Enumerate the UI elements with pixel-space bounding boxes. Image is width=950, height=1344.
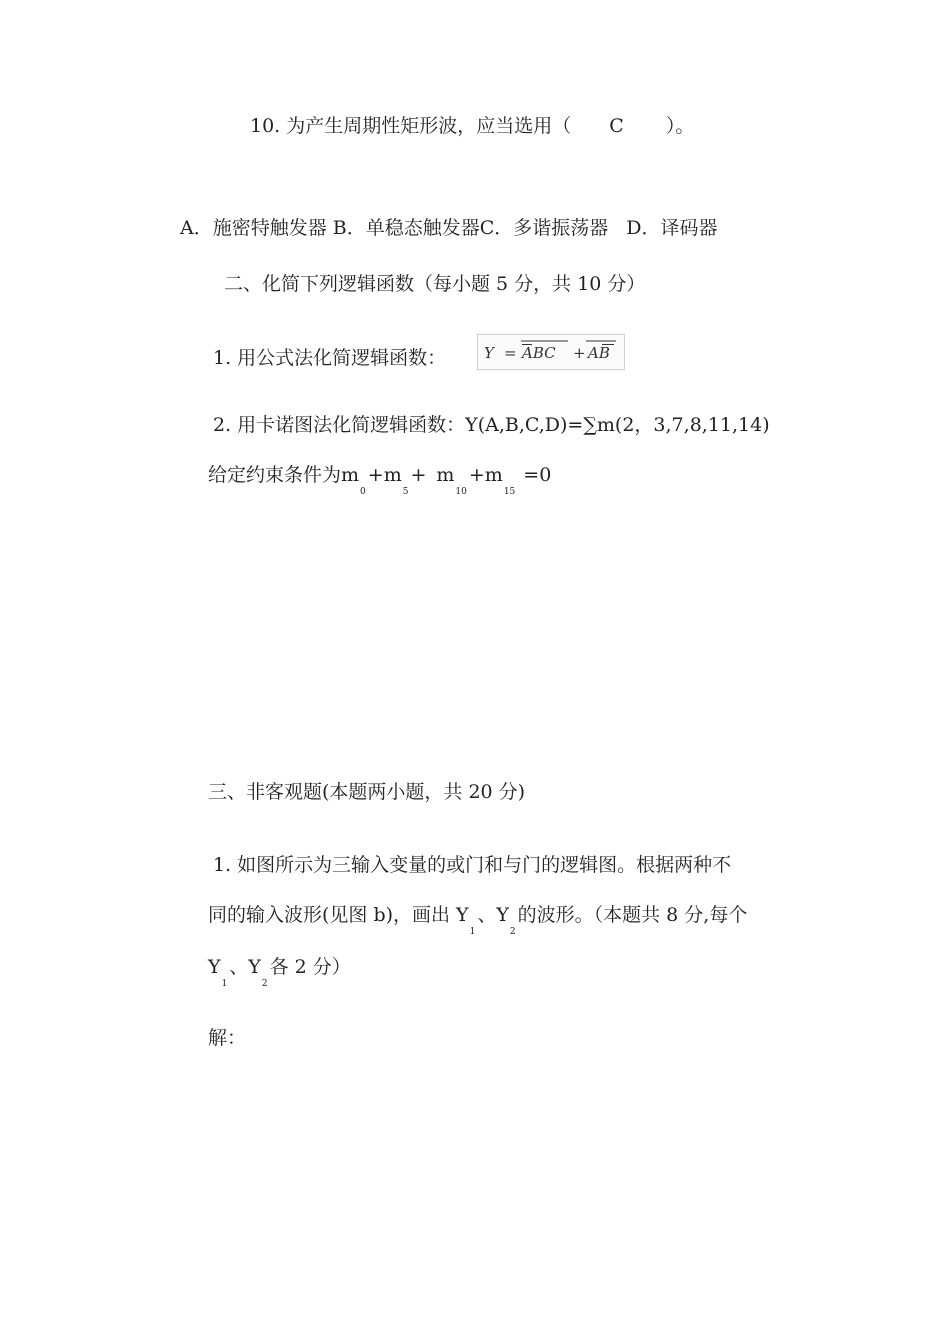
line-2-text-b: 的波形。（本题共 8 分,每个	[517, 904, 748, 926]
y2-sub: 2	[509, 927, 516, 937]
constraint-prefix: 给定约束条件为	[208, 464, 342, 486]
section-3-q1-line-2	[208, 903, 748, 937]
formula-term-1: ABC	[522, 344, 556, 362]
plus-2: +	[410, 464, 427, 486]
constraint-tail: =0	[523, 464, 552, 486]
y2-b-sub: 2	[261, 979, 268, 989]
plus-3: +	[468, 464, 485, 486]
question-10-text: 10. 为产生周期性矩形波，应当选用（	[250, 115, 572, 137]
formula-image	[477, 334, 625, 370]
formula-svg	[478, 335, 624, 369]
option-d: D．译码器	[626, 217, 718, 239]
sub-5: 5	[402, 487, 409, 497]
sep-2: 、	[229, 956, 249, 978]
section-3-q1-line-1: 1. 如图所示为三输入变量的或门和与门的逻辑图。根据两种不	[213, 854, 732, 876]
y2-b: Y	[248, 956, 261, 978]
option-a: A．施密特触发器	[180, 217, 327, 239]
y1-b-sub: 1	[221, 979, 228, 989]
formula-y: Y	[484, 344, 494, 362]
m5: m	[383, 464, 402, 486]
section-3-title: 三、非客观题(本题两小题，共 20 分)	[208, 781, 526, 803]
sub-15: 15	[503, 487, 516, 497]
m15: m	[484, 464, 503, 486]
sub-0: 0	[360, 487, 366, 497]
plus-1: +	[367, 464, 384, 486]
section-2-question-2: 2. 用卡诺图法化简逻辑函数：Y(A,B,C,D)=∑m(2，3,7,8,11,14)	[213, 414, 770, 436]
question-10-answer: C	[609, 115, 624, 137]
answer-label: 解：	[208, 1027, 247, 1049]
sep-1: 、	[477, 904, 497, 926]
question-10	[250, 114, 694, 138]
line-3-text: 各 2 分）	[269, 956, 351, 978]
m0: m	[341, 464, 360, 486]
y1-sub: 1	[469, 927, 476, 937]
question-10-options	[180, 216, 718, 240]
option-c: C．多谐振荡器	[479, 217, 609, 239]
section-2-title: 二、化简下列逻辑函数（每小题 5 分，共 10 分）	[224, 273, 646, 295]
question-10-suffix: ）。	[665, 115, 695, 137]
formula-term-2: AB	[588, 344, 610, 362]
sub-10: 10	[455, 487, 467, 497]
y1-b: Y	[208, 956, 221, 978]
formula-plus: +	[573, 344, 586, 362]
m10: m	[436, 464, 455, 486]
formula-eq: =	[504, 344, 517, 362]
constraint-line	[208, 463, 552, 497]
line-2-text-a: 同的输入波形(见图 b)，画出	[208, 904, 451, 926]
section-2-question-1: 1. 用公式法化简逻辑函数：	[213, 347, 447, 369]
option-b: B．单稳态触发器	[332, 217, 480, 239]
section-3-q1-line-3	[208, 955, 351, 989]
y1: Y	[456, 904, 469, 926]
y2: Y	[496, 904, 509, 926]
